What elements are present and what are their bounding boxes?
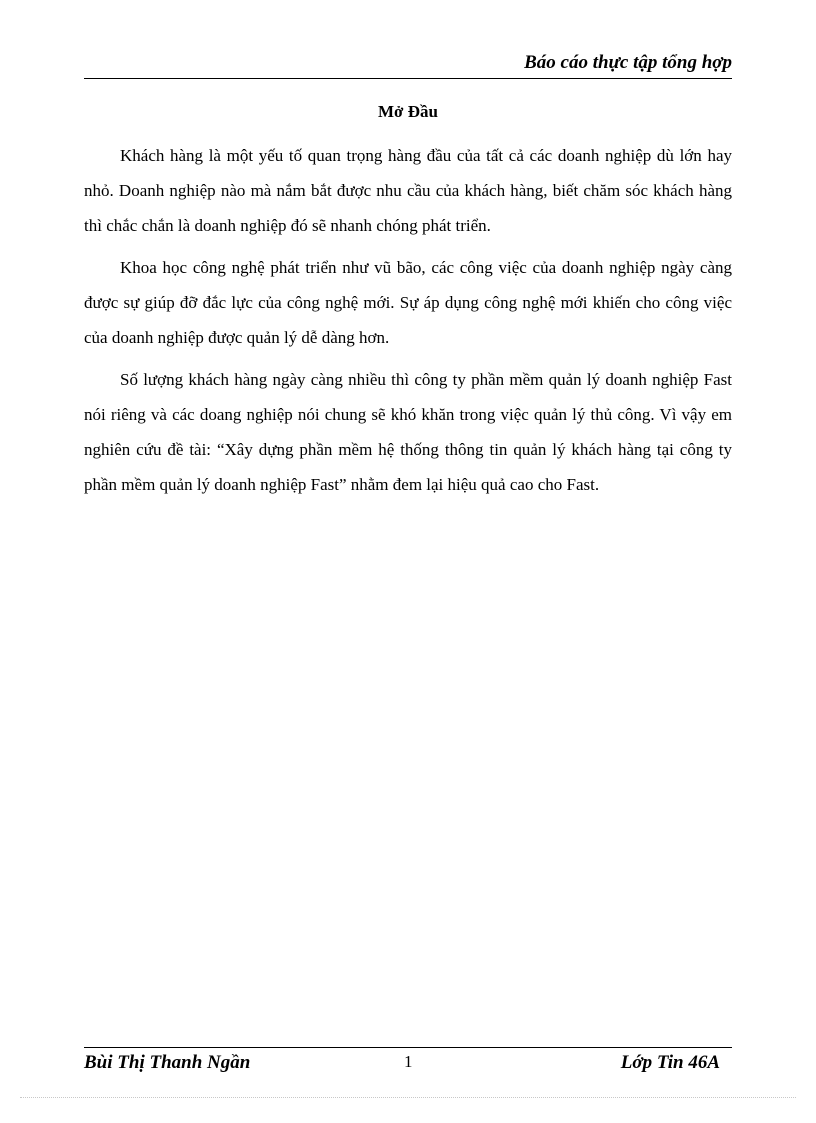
paragraph-2: Khoa học công nghệ phát triển như vũ bão, các công việc của doanh nghiệp ngày càng được sự giúp đỡ đắc lực của công nghệ mới. Sự áp dụng công nghệ mới khiến cho công việc của doanh nghiệp được quản lý dễ dàng hơn. <box>84 258 732 347</box>
document-title: Mở Đầu <box>378 102 438 121</box>
page-number: 1 <box>404 1052 413 1071</box>
footer-class: Lớp Tin 46A <box>620 1052 720 1073</box>
page-footer <box>84 1047 732 1076</box>
page-boundary-divider <box>20 1097 796 1098</box>
paragraph-1: Khách hàng là một yếu tố quan trọng hàng đầu của tất cả các doanh nghiệp dù lớn hay nhỏ. Doanh nghiệp nào mà nắm bắt được nhu cầu của khách hàng, biết chăm sóc khách hàng thì chắc chắn là doanh nghiệp đó sẽ nhanh chóng phát triển. <box>84 146 732 235</box>
footer-author: Bùi Thị Thanh Ngần <box>84 1052 251 1073</box>
header-title: Báo cáo thực tập tổng hợp <box>524 52 732 73</box>
document-body <box>84 100 732 509</box>
paragraph-3: Số lượng khách hàng ngày càng nhiều thì công ty phần mềm quản lý doanh nghiệp Fast nói riêng và các doang nghiệp nói chung sẽ khó khăn trong việc quản lý thủ công. Vì vậy em nghiên cứu đề tài: “Xây dựng phần mềm hệ thống thông tin quản lý khách hàng tại công ty phần mềm quản lý doanh nghiệp Fast” nhằm đem lại hiệu quả cao cho Fast. <box>84 370 732 494</box>
page-header <box>84 50 732 79</box>
